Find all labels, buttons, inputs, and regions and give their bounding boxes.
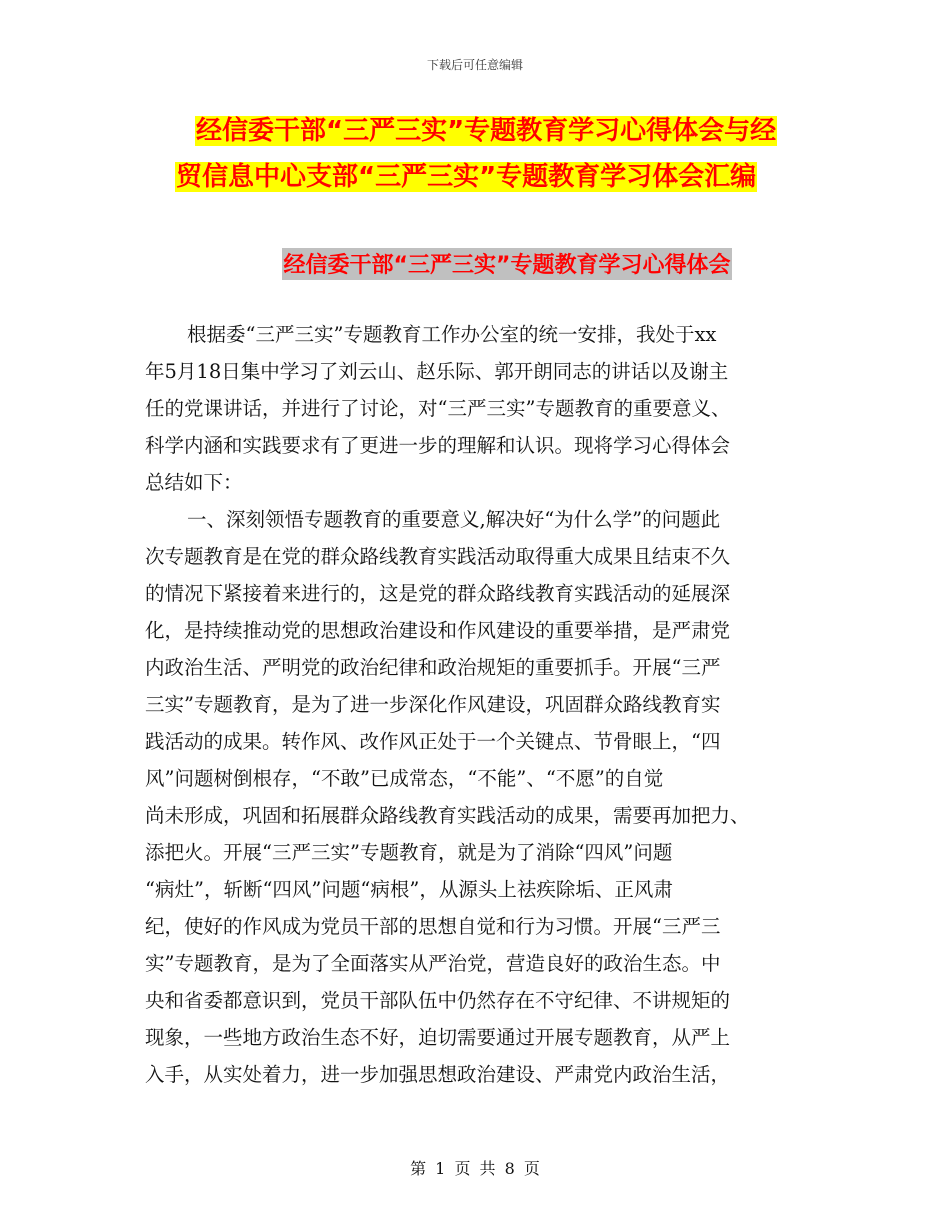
body-line: 践活动的成果。转作风、改作风正处于一个关键点、节骨眼上，“四 (145, 730, 721, 753)
main-title-line-2: 贸信息中心支部“三严三实”专题教育学习体会汇编 (176, 162, 757, 192)
body-line: 的情况下紧接着来进行的，这是党的群众路线教育实践活动的延展深 (145, 582, 731, 605)
body-line: 次专题教育是在党的群众路线教育实践活动取得重大成果且结束不久 (145, 545, 731, 568)
body-line: 纪，使好的作风成为党员干部的思想自觉和行为习惯。开展“三严三 (145, 915, 721, 938)
body-line: 内政治生活、严明党的政治纪律和政治规矩的重要抓手。开展“三严 (145, 656, 721, 679)
body-line: 央和省委都意识到，党员干部队伍中仍然存在不守纪律、不讲规矩的 (145, 989, 731, 1012)
main-title (145, 108, 845, 200)
body-line: 任的党课讲话，并进行了讨论，对“三严三实”专题教育的重要意义、 (145, 397, 731, 420)
body-text (145, 316, 805, 1093)
body-line: 现象，一些地方政治生态不好，迫切需要通过开展专题教育，从严上 (145, 1026, 731, 1049)
body-line: 年5月18日集中学习了刘云山、赵乐际、郭开朗同志的讲话以及谢主 (145, 360, 729, 383)
body-line: 风”问题树倒根存，“不敢”已成常态，“不能”、“不愿”的自觉 (145, 767, 664, 790)
body-line: 总结如下： (145, 471, 243, 494)
body-line: 根据委“三严三实”专题教育工作办公室的统一安排，我处于xx (187, 323, 717, 346)
body-line: 一、深刻领悟专题教育的重要意义,解决好“为什么学”的问题此 (187, 508, 721, 531)
body-line: “病灶”，斩断“四风”问题“病根”，从源头上祛疾除垢、正风肃 (145, 878, 673, 901)
section-title-wrapper (0, 248, 950, 280)
section-title: 经信委干部“三严三实”专题教育学习心得体会 (282, 248, 733, 280)
body-line: 入手，从实处着力，进一步加强思想政治建设、严肃党内政治生活， (145, 1063, 731, 1086)
body-line: 实”专题教育，是为了全面落实从严治党，营造良好的政治生态。中 (145, 952, 721, 975)
body-line: 化，是持续推动党的思想政治建设和作风建设的重要举措，是严肃党 (145, 619, 731, 642)
header-note: 下载后可任意编辑 (426, 58, 523, 72)
body-line: 添把火。开展“三严三实”专题教育，就是为了消除“四风”问题 (145, 841, 673, 864)
body-line: 尚未形成，巩固和拓展群众路线教育实践活动的成果，需要再加把力、 (145, 804, 750, 827)
body-line: 科学内涵和实践要求有了更进一步的理解和认识。现将学习心得体会 (145, 434, 731, 457)
page-footer: 第 1 页 共 8 页 (410, 1159, 540, 1178)
body-line: 三实”专题教育，是为了进一步深化作风建设，巩固群众路线教育实 (145, 693, 721, 716)
main-title-line-1: 经信委干部“三严三实”专题教育学习心得体会与经 (196, 116, 777, 146)
